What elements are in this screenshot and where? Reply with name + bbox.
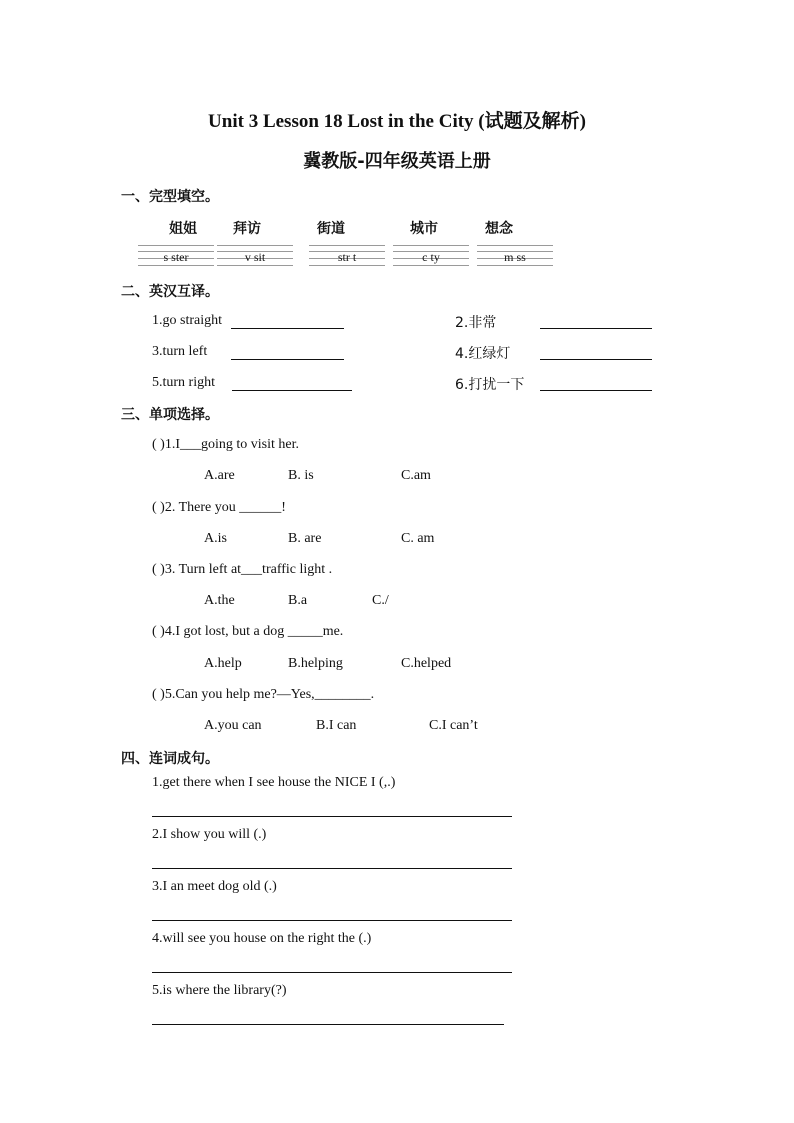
sentence-answer-line-4[interactable] [152,972,512,973]
choice-5-c[interactable]: C.I can’t [429,718,478,733]
four-line-grid-1[interactable] [138,245,214,271]
section4-heading: 四、连词成句。 [121,751,219,767]
sentence-item-3: 3.I an meet dog old (.) [152,879,277,894]
sentence-answer-line-3[interactable] [152,920,512,921]
translate-item-6: 6.打扰一下 [455,377,525,393]
translate-blank-4[interactable] [540,359,652,360]
section2-heading: 二、英汉互译。 [121,284,219,300]
choice-question-1: ( )1.I___going to visit her. [152,437,299,452]
translate-blank-2[interactable] [540,328,652,329]
choice-question-3: ( )3. Turn left at___traffic light . [152,562,333,577]
choice-question-4: ( )4.I got lost, but a dog _____me. [152,624,344,639]
page-title: Unit 3 Lesson 18 Lost in the City (试题及解析) [208,111,586,132]
translate-blank-1[interactable] [231,328,344,329]
translate-blank-6[interactable] [540,390,652,391]
translate-item-1: 1.go straight [152,313,222,328]
translate-blank-3[interactable] [231,359,344,360]
four-line-grid-4[interactable] [393,245,469,271]
answer-3: str t [337,250,357,264]
section1-heading: 一、完型填空。 [121,189,219,205]
translate-item-3: 3.turn left [152,344,208,359]
four-line-grid-5[interactable] [477,245,553,271]
translate-item-5: 5.turn right [152,375,215,390]
sentence-answer-line-1[interactable] [152,816,512,817]
choice-3-b[interactable]: B.a [288,593,308,608]
word-2: 拜访 [233,221,261,237]
sentence-item-4: 4.will see you house on the right the (.) [152,931,372,946]
choice-1-a[interactable]: A.are [204,468,235,483]
sentence-answer-line-5[interactable] [152,1024,504,1025]
choice-question-2: ( )2. There you ______! [152,500,286,515]
sentence-item-5: 5.is where the library(?) [152,983,287,998]
choice-1-b[interactable]: B. is [288,468,314,483]
answer-4: c ty [422,250,440,264]
translate-blank-5[interactable] [232,390,352,391]
word-5: 想念 [485,221,513,237]
choice-4-c[interactable]: C.helped [401,656,452,671]
translate-item-4: 4.红绿灯 [455,346,511,362]
choice-4-b[interactable]: B.helping [288,656,343,671]
answer-1: s ster [163,250,189,264]
choice-2-a[interactable]: A.is [204,531,227,546]
choice-4-a[interactable]: A.help [204,656,242,671]
choice-2-b[interactable]: B. are [288,531,322,546]
answer-5: m ss [504,250,526,264]
four-line-grid-3[interactable] [309,245,385,271]
answer-2: v sit [244,250,266,264]
word-3: 街道 [317,221,345,237]
choice-3-a[interactable]: A.the [204,593,235,608]
translate-item-2: 2.非常 [455,315,497,331]
sentence-item-2: 2.I show you will (.) [152,827,267,842]
choice-question-5: ( )5.Can you help me?—Yes,________. [152,687,375,702]
choice-5-a[interactable]: A.you can [204,718,262,733]
sentence-item-1: 1.get there when I see house the NICE I (,.) [152,775,396,790]
choice-5-b[interactable]: B.I can [316,718,357,733]
choice-3-c[interactable]: C./ [372,593,389,608]
four-line-grid-2[interactable] [217,245,293,271]
sentence-answer-line-2[interactable] [152,868,512,869]
word-1: 姐姐 [169,221,197,237]
page-subtitle: 冀教版-四年级英语上册 [303,151,491,172]
section3-heading: 三、单项选择。 [121,407,219,423]
choice-1-c[interactable]: C.am [401,468,431,483]
choice-2-c[interactable]: C. am [401,531,435,546]
word-4: 城市 [410,221,438,237]
